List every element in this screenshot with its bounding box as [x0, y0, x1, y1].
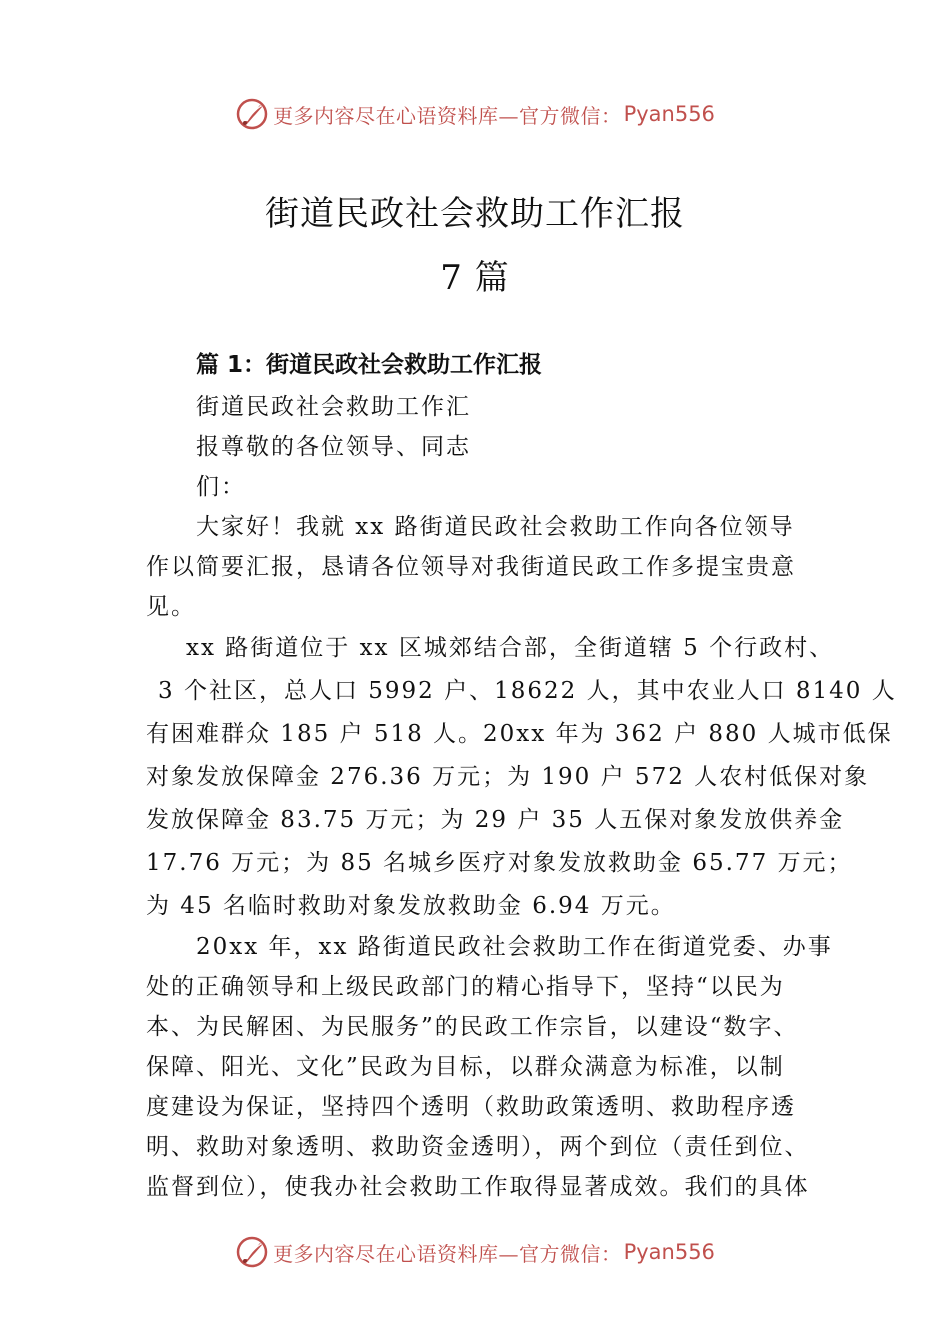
body-line: 发放保障金 83.75 万元；为 29 户 35 人五保对象发放供养金: [146, 807, 845, 833]
banner-wechat-id: Pyan556: [623, 102, 715, 126]
body-line: xx 路街道位于 xx 区城郊结合部，全街道辖 5 个行政村、: [186, 635, 835, 661]
document-title-count: 7 篇: [440, 258, 510, 298]
body-line: 作以简要汇报，恳请各位领导对我街道民政工作多提宝贵意: [146, 554, 796, 580]
quill-pen-logo-icon: [235, 97, 269, 131]
banner-wechat-id: Pyan556: [623, 1240, 715, 1264]
body-line: 报尊敬的各位领导、同志: [196, 434, 471, 460]
body-line: 本、为民解困、为民服务”的民政工作宗旨，以建设“数字、: [146, 1014, 799, 1040]
body-line: 见。: [146, 594, 196, 620]
body-line: 为 45 名临时救助对象发放救助金 6.94 万元。: [146, 893, 676, 919]
banner-text: 更多内容尽在心语资料库—官方微信：: [273, 103, 622, 128]
banner-text: 更多内容尽在心语资料库—官方微信：: [273, 1241, 622, 1266]
section-heading: 篇 1：街道民政社会救助工作汇报: [196, 352, 543, 378]
body-line: 17.76 万元；为 85 名城乡医疗对象发放救助金 65.77 万元；: [146, 850, 853, 876]
body-line: 大家好！我就 xx 路街道民政社会救助工作向各位领导: [196, 514, 795, 540]
body-line: 们：: [196, 474, 246, 500]
body-line: 明、救助对象透明、救助资金透明），两个到位（责任到位、: [146, 1134, 810, 1160]
body-line: 保障、阳光、文化”民政为目标，以群众满意为标准，以制: [146, 1054, 785, 1080]
body-line: 处的正确领导和上级民政部门的精心指导下，坚持“以民为: [146, 974, 785, 1000]
body-line: 对象发放保障金 276.36 万元；为 190 户 572 人农村低保对象: [146, 764, 870, 790]
body-line: 20xx 年，xx 路街道民政社会救助工作在街道党委、办事: [196, 934, 833, 960]
body-line: 度建设为保证，坚持四个透明（救助政策透明、救助程序透: [146, 1094, 796, 1120]
body-line: 有困难群众 185 户 518 人。20xx 年为 362 户 880 人城市低保: [146, 721, 893, 747]
header-banner: [0, 94, 950, 134]
quill-pen-logo-icon: [235, 1235, 269, 1269]
body-line: 街道民政社会救助工作汇: [196, 394, 471, 420]
document-title: 街道民政社会救助工作汇报: [265, 194, 685, 234]
footer-banner: [0, 1232, 950, 1272]
body-line: 监督到位），使我办社会救助工作取得显著成效。我们的具体: [146, 1174, 810, 1200]
body-line: 3 个社区，总人口 5992 户、18622 人，其中农业人口 8140 人: [158, 678, 897, 704]
